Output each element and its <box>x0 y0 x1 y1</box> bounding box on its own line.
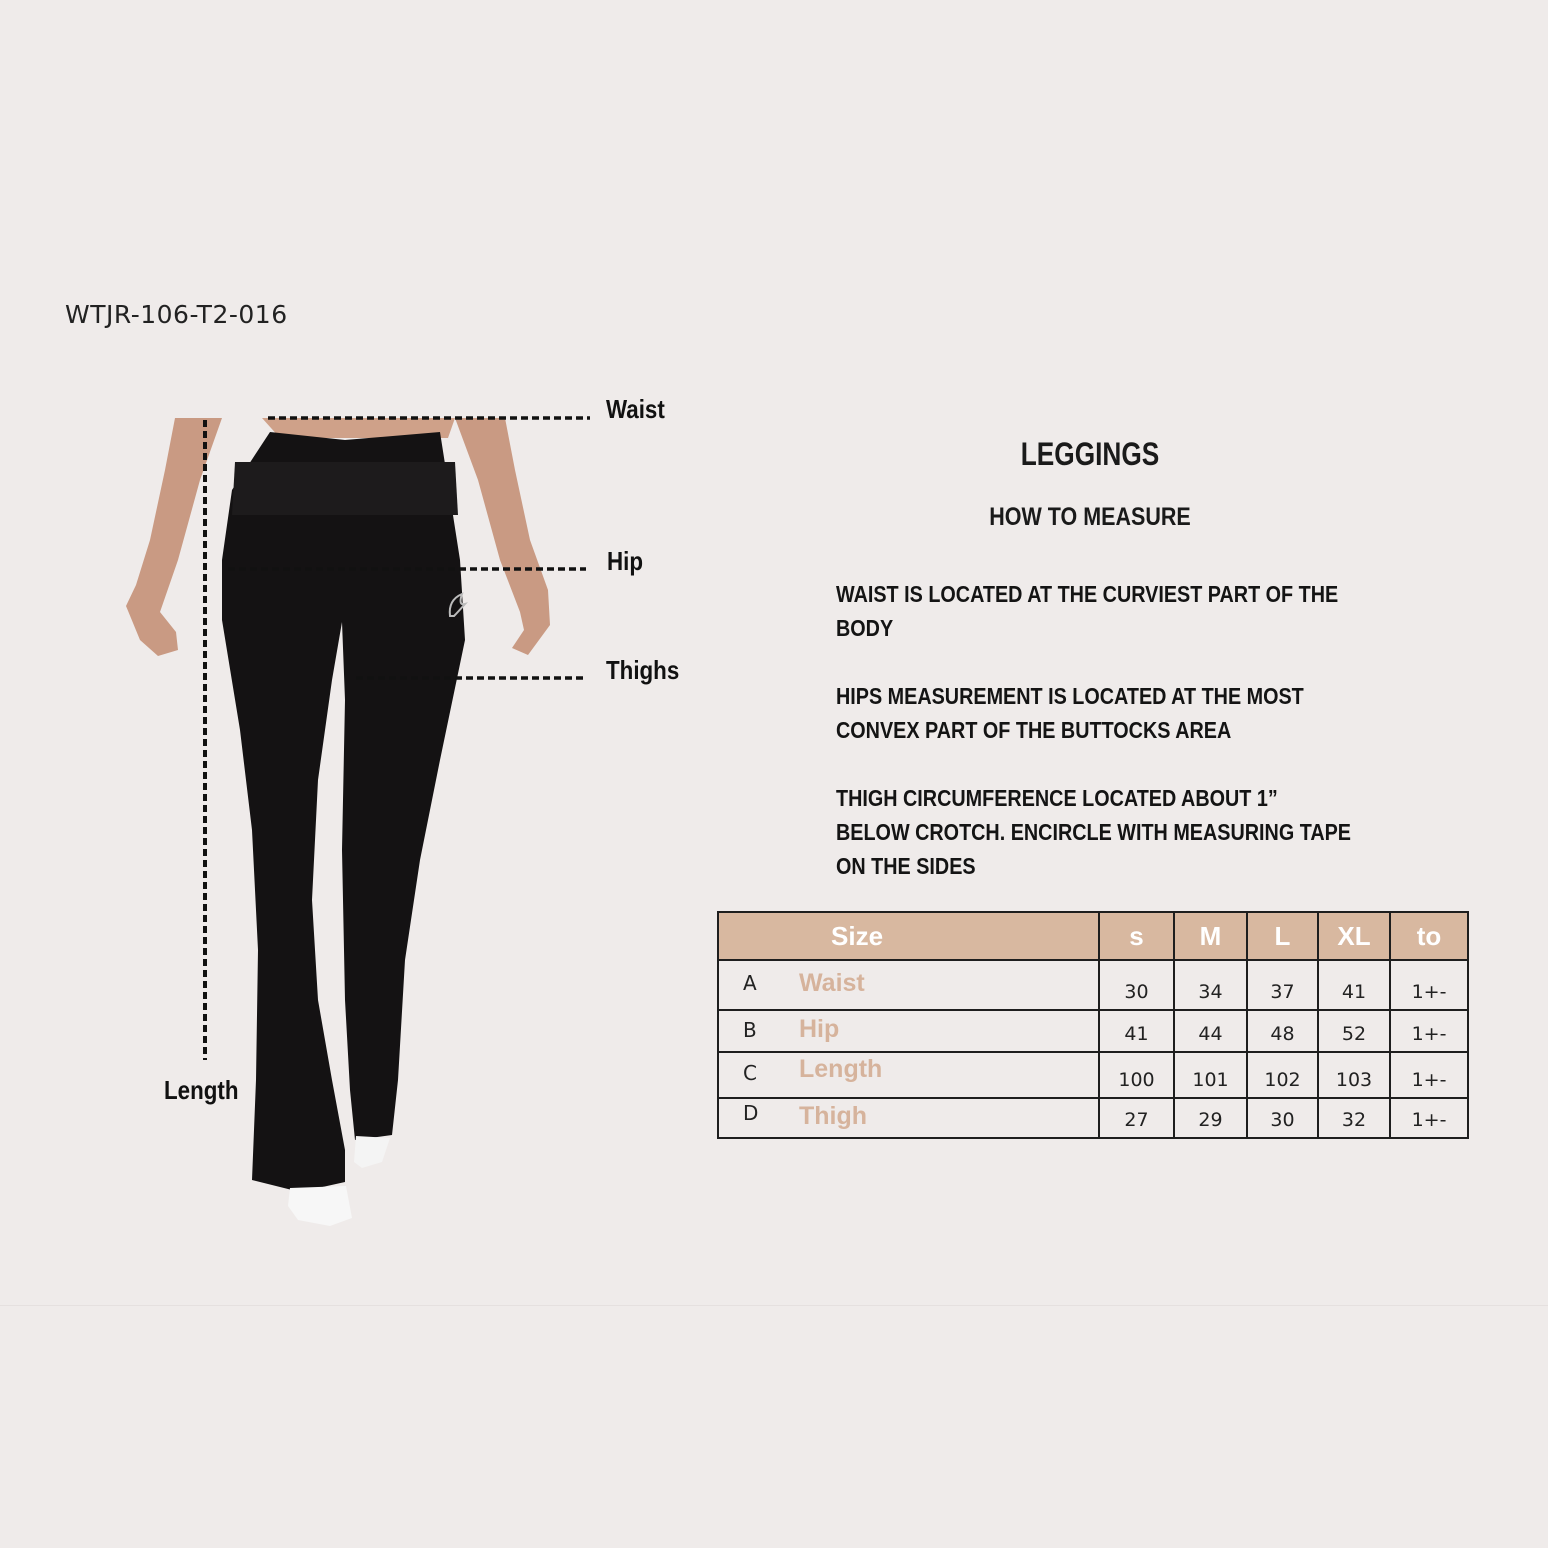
hip-label: Hip <box>607 546 644 576</box>
page-title: LEGGINGS <box>1020 436 1160 472</box>
table-cell: 30 <box>1099 960 1174 1010</box>
size-xl-header: XL <box>1318 912 1390 960</box>
length-label: Length <box>164 1075 239 1105</box>
table-cell: 103 <box>1318 1052 1390 1098</box>
left-sock <box>288 1186 352 1226</box>
row-name: Thigh <box>799 1102 868 1130</box>
table-cell: 1+- <box>1390 960 1468 1010</box>
table-row <box>718 960 1468 1010</box>
table-cell: 29 <box>1174 1098 1247 1138</box>
table-header-row <box>718 912 1468 960</box>
tolerance-header: to <box>1390 912 1468 960</box>
table-cell: 52 <box>1318 1010 1390 1052</box>
table-row <box>718 1098 1468 1138</box>
size-m-header: M <box>1174 912 1247 960</box>
table-cell: 100 <box>1099 1052 1174 1098</box>
waist-instruction: WAIST IS LOCATED AT THE CURVIEST PART OF THE BODY <box>836 581 1339 641</box>
row-label-cell <box>718 1010 1099 1052</box>
table-cell: 41 <box>1318 960 1390 1010</box>
model-figure <box>0 0 700 1300</box>
table-cell: 44 <box>1174 1010 1247 1052</box>
table-cell: 102 <box>1247 1052 1318 1098</box>
table-cell: 48 <box>1247 1010 1318 1052</box>
table-cell: 32 <box>1318 1098 1390 1138</box>
hip-instruction: HIPS MEASUREMENT IS LOCATED AT THE MOST CONVEX PART OF THE BUTTOCKS AREA <box>836 683 1304 743</box>
size-s-header: s <box>1099 912 1174 960</box>
table-cell: 27 <box>1099 1098 1174 1138</box>
thigh-instruction: THIGH CIRCUMFERENCE LOCATED ABOUT 1” BELOW CROTCH. ENCIRCLE WITH MEASURING TAPE ON THE SIDES <box>836 785 1352 879</box>
row-letter: C <box>743 1061 757 1085</box>
divider <box>0 1305 1548 1306</box>
row-label-cell <box>718 1052 1099 1098</box>
thighs-label: Thighs <box>606 655 680 685</box>
table-cell: 1+- <box>1390 1010 1468 1052</box>
left-arm <box>126 418 222 656</box>
table-cell: 41 <box>1099 1010 1174 1052</box>
row-label-cell <box>718 960 1099 1010</box>
leggings-body <box>222 432 465 1192</box>
row-letter: B <box>743 1018 757 1042</box>
section-subtitle: HOW TO MEASURE <box>989 503 1191 531</box>
row-name: Hip <box>799 1015 840 1043</box>
right-arm <box>455 418 550 655</box>
table-cell: 101 <box>1174 1052 1247 1098</box>
row-letter: D <box>743 1101 759 1125</box>
waist-label: Waist <box>606 394 665 424</box>
table-cell: 1+- <box>1390 1052 1468 1098</box>
row-name: Length <box>799 1055 883 1083</box>
table-cell: 1+- <box>1390 1098 1468 1138</box>
measure-instructions <box>836 577 1436 917</box>
size-header: Size <box>718 912 1099 960</box>
table-cell: 34 <box>1174 960 1247 1010</box>
table-cell: 30 <box>1247 1098 1318 1138</box>
row-label-cell <box>718 1098 1099 1138</box>
table-cell: 37 <box>1247 960 1318 1010</box>
sku-code: WTJR-106-T2-016 <box>65 300 288 329</box>
right-sock <box>354 1136 390 1168</box>
leggings-model-illustration <box>0 0 700 1300</box>
table-row <box>718 1052 1468 1098</box>
row-letter: A <box>743 971 757 995</box>
waistband <box>232 462 458 515</box>
size-chart-table <box>717 911 1469 1139</box>
size-l-header: L <box>1247 912 1318 960</box>
row-name: Waist <box>799 969 865 997</box>
table-row <box>718 1010 1468 1052</box>
